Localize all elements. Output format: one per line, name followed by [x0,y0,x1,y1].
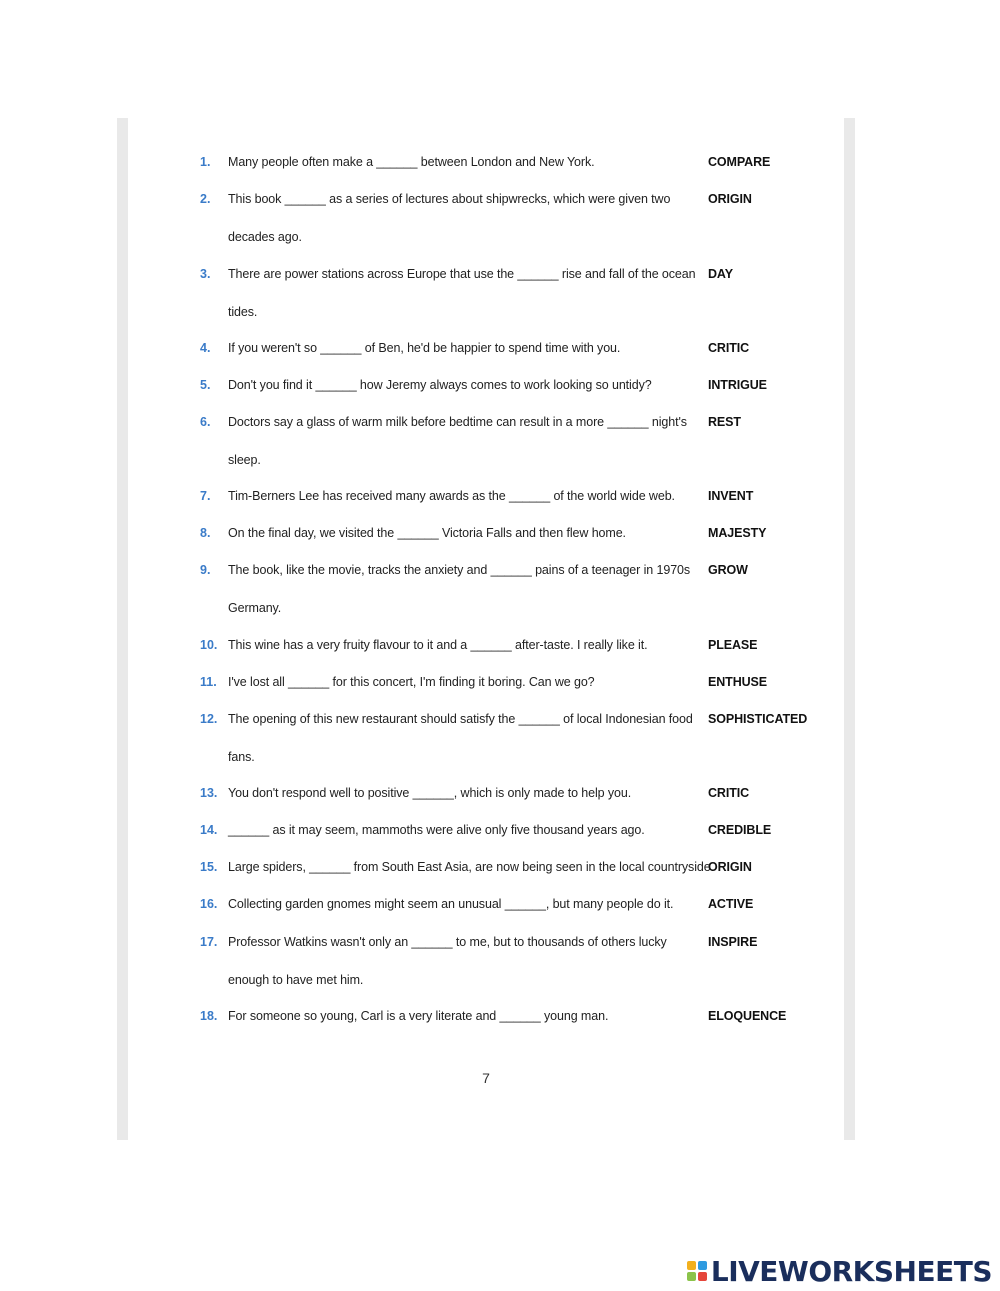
root-word: INTRIGUE [708,378,767,392]
exercise-number: 13. [200,786,218,800]
exercise-sentence: For someone so young, Carl is a very literate and ______ young man. [228,1009,609,1023]
exercise-number: 2. [200,192,211,206]
root-word: ACTIVE [708,897,754,911]
exercise-sentence: Large spiders, ______ from South East Asia, are now being seen in the local countryside. [228,860,714,874]
exercise-item [128,818,844,842]
exercise-sentence-continuation: tides. [228,305,258,319]
exercise-number: 5. [200,378,211,392]
root-word: CRITIC [708,341,750,355]
exercise-item [128,521,844,545]
exercise-item [128,150,844,174]
exercise-item [128,187,844,244]
exercise-sentence: Many people often make a ______ between London and New York. [228,155,595,169]
root-word: ORIGIN [708,192,752,206]
exercise-sentence: I've lost all ______ for this concert, I'm finding it boring. Can we go? [228,675,595,689]
exercise-number: 4. [200,341,211,355]
exercise-item [128,633,844,657]
root-word: ORIGIN [708,860,752,874]
exercise-item [128,558,844,615]
exercise-sentence: If you weren't so ______ of Ben, he'd be happier to spend time with you. [228,341,621,355]
exercise-item [128,707,844,764]
exercise-sentence-continuation: decades ago. [228,230,302,244]
brand-logo [687,1254,992,1288]
exercise-number: 3. [200,267,211,281]
exercise-sentence: The opening of this new restaurant should satisfy the ______ of local Indonesian food [228,712,693,726]
exercise-sentence-continuation: Germany. [228,601,282,615]
exercise-sentence: Doctors say a glass of warm milk before bedtime can result in a more ______ night's [228,415,687,429]
root-word: INSPIRE [708,935,758,949]
exercise-item [128,262,844,319]
exercise-sentence: On the final day, we visited the ______ Victoria Falls and then flew home. [228,526,626,540]
exercise-item [128,1004,844,1028]
exercise-number: 1. [200,155,211,169]
brand-text: LIVEWORKSHEETS [710,1254,992,1288]
exercise-sentence: ______ as it may seem, mammoths were alive only five thousand years ago. [228,823,645,837]
exercise-item [128,670,844,694]
exercise-number: 15. [200,860,218,874]
page-number: 7 [482,1070,490,1086]
root-word: PLEASE [708,638,758,652]
exercise-sentence: Collecting garden gnomes might seem an unusual ______, but many people do it. [228,897,674,911]
exercise-number: 7. [200,489,211,503]
exercise-item [128,855,844,879]
exercise-number: 6. [200,415,211,429]
exercise-list [128,118,844,1140]
exercise-item [128,781,844,805]
exercise-sentence-continuation: sleep. [228,453,261,467]
root-word: CREDIBLE [708,823,772,837]
root-word: COMPARE [708,155,771,169]
exercise-item [128,892,844,916]
exercise-sentence: The book, like the movie, tracks the anxiety and ______ pains of a teenager in 1970s [228,563,691,577]
exercise-sentence: This wine has a very fruity flavour to it and a ______ after-taste. I really like it. [228,638,648,652]
exercise-number: 17. [200,935,218,949]
worksheet-page [128,118,844,1140]
root-word: MAJESTY [708,526,767,540]
exercise-number: 8. [200,526,211,540]
exercise-sentence-continuation: fans. [228,750,255,764]
exercise-sentence: You don't respond well to positive ______, which is only made to help you. [228,786,632,800]
exercise-number: 18. [200,1009,218,1023]
exercise-item [128,484,844,508]
exercise-item [128,373,844,397]
root-word: CRITIC [708,786,750,800]
exercise-sentence: Don't you find it ______ how Jeremy always comes to work looking so untidy? [228,378,652,392]
exercise-item [128,336,844,360]
exercise-number: 11. [200,675,217,689]
exercise-number: 10. [200,638,218,652]
exercise-item [128,930,844,987]
root-word: REST [708,415,741,429]
exercise-sentence: Professor Watkins wasn't only an ______ to me, but to thousands of others lucky [228,935,667,949]
exercise-number: 12. [200,712,218,726]
root-word: DAY [708,267,733,281]
exercise-sentence: There are power stations across Europe that use the ______ rise and fall of the ocean [228,267,696,281]
exercise-sentence: Tim-Berners Lee has received many awards as the ______ of the world wide web. [228,489,675,503]
root-word: INVENT [708,489,754,503]
exercise-number: 14. [200,823,218,837]
root-word: GROW [708,563,748,577]
root-word: SOPHISTICATED [708,712,808,726]
liveworksheets-logo-icon [687,1261,707,1281]
exercise-number: 16. [200,897,218,911]
root-word: ENTHUSE [708,675,768,689]
exercise-number: 9. [200,563,211,577]
exercise-sentence-continuation: enough to have met him. [228,973,364,987]
root-word: ELOQUENCE [708,1009,787,1023]
exercise-item [128,410,844,467]
exercise-sentence: This book ______ as a series of lectures about shipwrecks, which were given two [228,192,671,206]
